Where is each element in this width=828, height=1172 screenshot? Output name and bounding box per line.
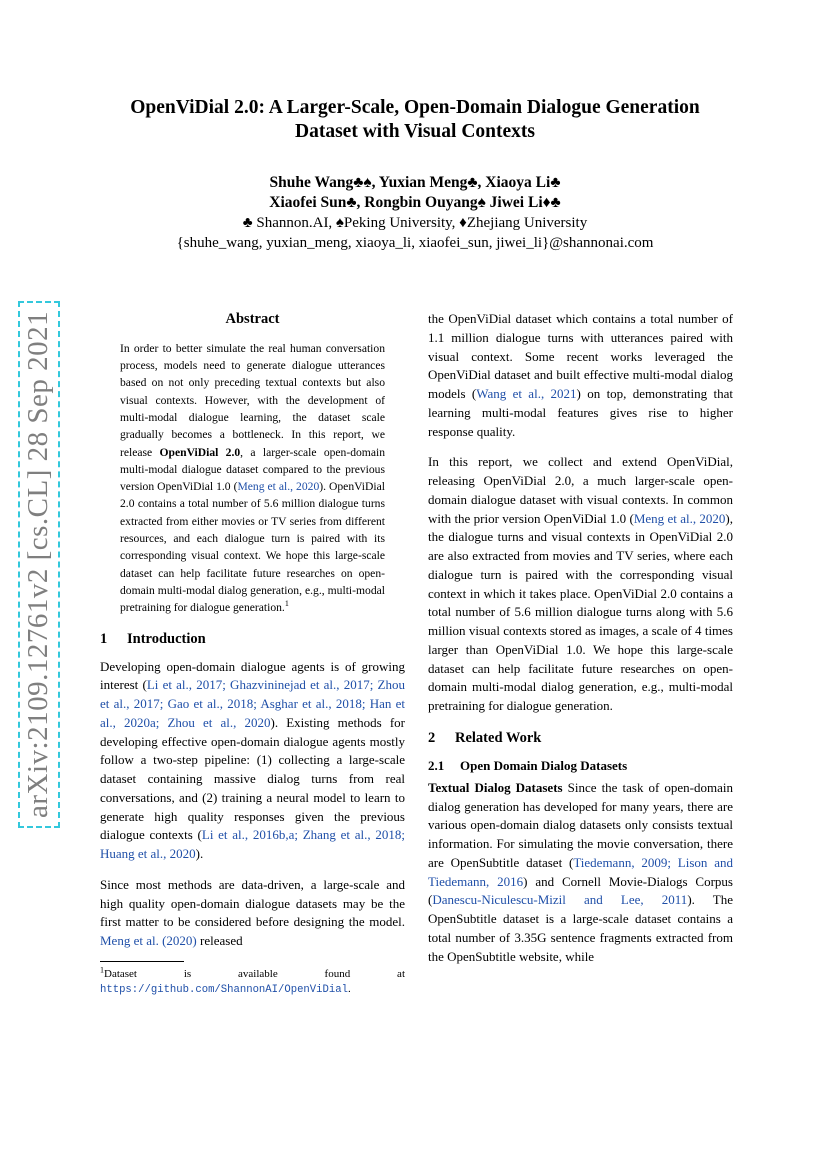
subsection-title: Open Domain Dialog Datasets [460,757,628,773]
paragraph-text: ), the dialogue turns and visual contexts in OpenViDial 2.0 are also extracted from movies and TV series, where each dialogue turn is paired with the corresponding visual context in which it takes place. OpenViDial 2.0 contains a total number of 5.6 million dialogue turns along with 5.6 million visual contexts stored as images, a scale of 4 times larger than OpenViDial 1.0. We hope this large-scale dataset can help facilitate future researches on open-domain multi-modal dialog generation, e.g., multi-modal pretraining for dialogue generation. [428,510,734,713]
footnote [100,967,405,998]
abstract-heading: Abstract [225,311,280,327]
footnote-end: . [347,982,351,995]
related-work-paragraph [428,779,733,967]
footnote-text: Dataset is available found at [104,967,405,980]
intro-paragraph-4 [428,453,733,716]
section-title: Introduction [127,630,206,647]
right-column [428,310,733,978]
title-line-2: Dataset with Visual Contexts [295,121,535,142]
author-line-2: Xiaofei Sun♣, Rongbin Ouyang♠ Jiwei Li♦♣ [269,194,561,211]
author-emails: {shuhe_wang, yuxian_meng, xiaoya_li, xiaofei_sun, jiwei_li}@shannonai.com [176,235,654,251]
paragraph-text: Developing open-domain dialogue agents is of growing interest ( [100,658,405,693]
section-heading-introduction [100,629,405,649]
footnote-divider [100,961,184,962]
paper-title [100,96,730,144]
paragraph-text: In this report, we collect and extend OpenViDial, releasing OpenViDial 2.0, a much larger-scale open-domain dialogue dataset with visual contexts. In common with the prior version OpenViDial 1.0 ( [428,454,733,526]
paragraph-text: ) and Cornell Movie-Dialogs Corpus ( [428,873,733,908]
footnote-number: 1 [100,965,104,975]
affiliations: ♣ Shannon.AI, ♠Peking University, ♦Zhejiang University [242,215,588,231]
title-line-1: OpenViDial 2.0: A Larger-Scale, Open-Domain Dialogue Generation [130,97,700,118]
section-number: 2 [428,729,436,746]
intro-paragraph-3 [428,310,733,441]
intro-paragraph-1 [100,658,405,864]
paragraph-text: Since the task of open-domain dialog generation has developed for many years, there are various open-domain dialog datasets only consists textual information. For simulating the movie conversation, there are OpenSubtitle dataset ( [428,779,733,870]
intro-paragraph-2 [100,876,405,951]
citation-link[interactable]: Meng et al., 2020 [633,510,726,526]
abstract-text-part: ). OpenViDial 2.0 contains a total number of 5.6 million dialogue turns extracted from either movies or TV series from different resources, and each dialogue turn is paired with its corresponding visual context. We hope this large-scale dataset can help facilitate future researches on open-domain multi-modal dialog generation, e.g., multi-modal pretraining for dialogue generation. [120,480,385,615]
citation-link[interactable]: Wang et al., 2021 [476,386,577,401]
left-column [100,310,405,998]
paragraph-text: the OpenViDial dataset which contains a total number of 1.1 million dialogue turns with utterances paired with visual context. Some recent works leveraged the OpenViDial dataset and built effective multi-modal dialog models ( [428,311,733,401]
footnote-marker[interactable]: 1 [284,599,289,609]
paragraph-text: Since most methods are data-driven, a large-scale and high quality open-domain dialogue datasets may be the first matter to be considered before designing the model. [100,876,405,930]
citation-link[interactable]: Meng et al. (2020) [100,933,197,948]
citation-link[interactable]: Li et al., 2016b,a; Zhang et al., 2018; Huang et al., 2020 [100,827,405,861]
paragraph-text: ) on top, demonstrating that learning multi-modal features gives rise to higher response quality. [428,386,733,439]
abstract-text-part: , a larger-scale open-domain multi-modal dialogue dataset compared to the previous version OpenViDial 1.0 ( [120,445,385,494]
run-in-heading: Textual Dialog Datasets [428,779,563,795]
subsection-heading [428,757,733,775]
paragraph-text: ). The OpenSubtitle dataset is a large-scale dataset contains a total number of 3.35G sentence fragments extracted from the OpenSubtitle website, while [428,892,733,964]
section-title: Related Work [455,729,542,746]
abstract-text-part: In order to better simulate the real human conversation process, models need to generate dialogue utterances based on not only preceding textual contexts but also visual contexts. However, with the development of multi-modal dialogue learning, the dataset scale gradually becomes a bottleneck. In this report, we release [120,341,385,459]
subsection-number: 2.1 [428,757,445,773]
author-line-1: Shuhe Wang♣♠, Yuxian Meng♣, Xiaoya Li♣ [269,174,561,191]
citation-link[interactable]: Li et al., 2017; Ghazvininejad et al., 2017; Zhou et al., 2017; Gao et al., 2018; Asghar et al., 2018; Han et al., 2020a; Zhou et al., 2020 [100,677,405,730]
section-number: 1 [100,630,108,647]
section-heading-related-work [428,728,733,748]
citation-link[interactable]: Meng et al., 2020 [237,480,320,494]
citation-link[interactable]: Danescu-Niculescu-Mizil and Lee, 2011 [432,892,688,908]
arxiv-identifier[interactable]: arXiv:2109.12761v2 [cs.CL] 28 Sep 2021 [18,301,60,828]
dataset-name-bold: OpenViDial 2.0 [159,445,241,459]
author-block [100,173,730,253]
paragraph-text: ). [195,846,204,861]
paragraph-text: released [196,933,243,948]
paragraph-text: ). Existing methods for developing effective open-domain dialogue agents mostly follow a two-step pipeline: (1) collecting a large-scale dataset containing massive dialog turns from real conversations, and (2) training a neural model to learn to generate high quality responses given the previous dialogue contexts ( [100,714,405,843]
citation-link[interactable]: Tiedemann, 2009; Lison and Tiedemann, 2016 [428,854,733,889]
abstract-text [120,340,385,617]
github-url-link[interactable]: https://github.com/ShannonAI/OpenViDial [100,983,348,996]
